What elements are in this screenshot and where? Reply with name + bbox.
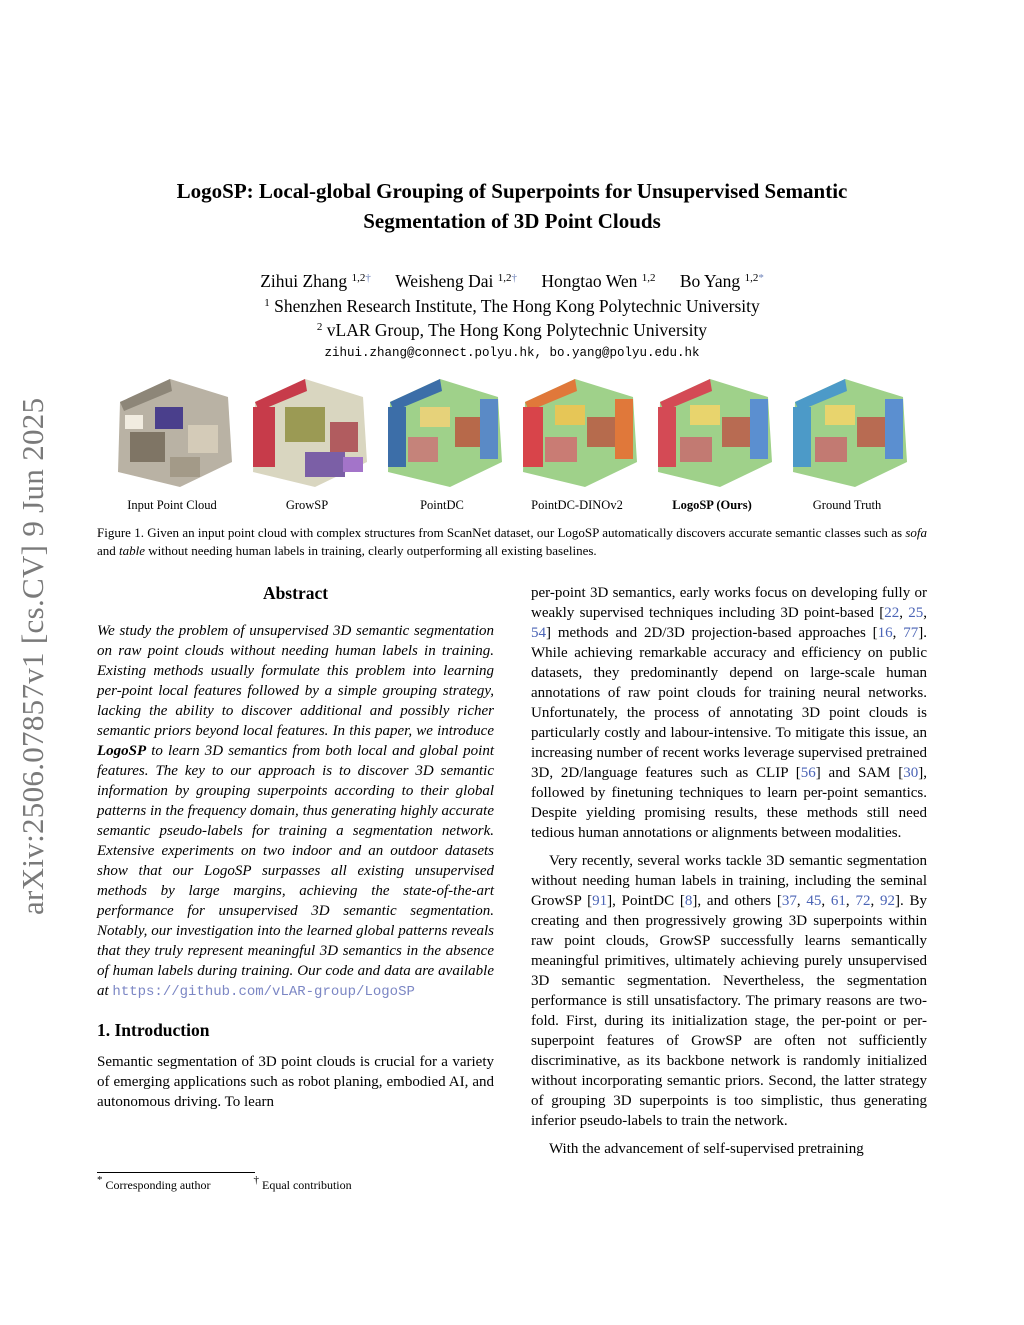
panel-label: PointDC-DINOv2 (531, 498, 623, 512)
author: Hongtao Wen $^{1,2}$ (541, 271, 656, 291)
author-emails: zihui.zhang@connect.polyu.hk, bo.yang@polyu.edu.hk (324, 346, 700, 360)
panel-label: LogoSP (Ours) (672, 498, 752, 512)
footnotes (97, 1174, 392, 1193)
panel-label: Ground Truth (812, 498, 882, 512)
paragraph: per-point 3D semantics, early works focus on developing fully or weakly supervised techniques including 3D point-based [22, 25, 54] methods and 2D/3D projection-based approaches [16, 77]. While achieving remarkable accuracy and efficiency on public datasets, they predominantly depend on large-scale human annotations of raw point clouds for training neural networks. Unfortunately, the process of annotating 3D point clouds is particularly costly and labour-intensive. To mitigate this issue, an increasing number of recent works leverage supervised pretrained 3D, 2D/language features such as CLIP [56] and SAM [30], followed by finetuning techniques to learn per-point semantics. Despite yielding promising results, these methods still need tedious human annotations or alignments between modalities. (531, 585, 927, 841)
figure-panel-growsp (245, 377, 370, 490)
figure-panel-logosp (650, 377, 775, 490)
figure-panel-input (110, 377, 235, 490)
author: Zihui Zhang $^{1,2\dagger}$ (260, 271, 371, 291)
paper-title (100, 176, 924, 236)
footnote-corresponding: * Corresponding author (97, 1174, 211, 1192)
arxiv-stamp: arXiv:2506.07857v1 [cs.CV] 9 Jun 2025 (15, 397, 50, 915)
intro-text: Semantic segmentation of 3D point clouds is crucial for a variety of emerging applications such as robot planing, embodied AI, and autonomous driving. To learn (97, 1054, 494, 1110)
figure-panel-pointdc-dinov2 (515, 377, 640, 490)
paragraph: Very recently, several works tackle 3D semantic segmentation without needing human labels in training, including the seminal GrowSP [91], PointDC [8], and others [37, 45, 61, 72, 92]. By creating and then progressively growing 3D superpoints within raw point clouds, GrowSP successfully learns semantically meaningful primitives, ultimately achieving purely unsupervised 3D semantic segmentation. Nevertheless, the segmentation performance is still unsatisfactory. The primary reasons are two-fold. First, during its initialization stage, the per-point or per-superpoint features of GrowSP are often not sufficiently discriminative, as its backbone network is randomly initialized without incorporating semantic priors. Second, the latter strategy of grouping 3D superpoints is too simplistic, thus generating inferior pseudo-labels to train the network. (531, 853, 928, 1129)
figure-caption: Figure 1. Given an input point cloud with complex structures from ScanNet dataset, our LogoSP automatically discovers accurate semantic classes such as sofa and table without needing human labels in training, clearly outperforming all existing baselines. (97, 525, 927, 558)
title-line-1: LogoSP: Local-global Grouping of Superpoints for Unsupervised Semantic (176, 179, 848, 203)
author: Weisheng Dai $^{1,2\dagger}$ (395, 271, 518, 291)
title-line-2: Segmentation of 3D Point Clouds (363, 209, 661, 233)
figure-panel-ground-truth (785, 377, 910, 490)
footnote-equal: † Equal contribution (253, 1174, 352, 1192)
footnote-rule (97, 1172, 255, 1173)
author: Bo Yang $^{1,2*}$ (679, 271, 764, 291)
affiliation-2: $^2$ vLAR Group, The Hong Kong Polytechnic University (316, 320, 708, 340)
left-column (97, 583, 494, 1112)
panel-label: GrowSP (285, 498, 329, 512)
author-list (100, 270, 924, 293)
panel-label: PointDC (420, 498, 464, 512)
right-column (531, 583, 927, 1159)
intro-heading: 1. Introduction (97, 1020, 210, 1040)
abstract-heading: Abstract (262, 583, 329, 603)
affiliation-1: $^1$ Shenzhen Research Institute, The Hong Kong Polytechnic University (264, 296, 760, 316)
code-link[interactable]: https://github.com/vLAR-group/LogoSP (112, 984, 415, 1000)
figure-panel-pointdc (380, 377, 505, 490)
paragraph: With the advancement of self-supervised pretraining (549, 1141, 864, 1157)
abstract-text: We study the problem of unsupervised 3D semantic segmentation on raw point clouds without needing human labels in training. Existing methods usually formulate this problem into learning per-point local features followed by a simple grouping strategy, lacking the ability to discover additional and possibly richer semantic priors beyond local features. In this paper, we introduce LogoSP to learn 3D semantics from both local and global point features. The key to our approach is to discover 3D semantic information by grouping superpoints according to their global patterns in the frequency domain, thus generating highly accurate semantic pseudo-labels for training a segmentation network. Extensive experiments on two indoor and an outdoor datasets show that our LogoSP surpasses all existing unsupervised methods by large margins, achieving the state-of-the-art performance for unsupervised 3D semantic segmentation. Notably, our investigation into the learned global patterns reveals that they truly represent meaningful 3D semantics in the absence of human labels during training. Our code and data are available at https://github.com/vLAR-group/LogoSP (97, 623, 494, 1000)
panel-label: Input Point Cloud (127, 498, 217, 512)
